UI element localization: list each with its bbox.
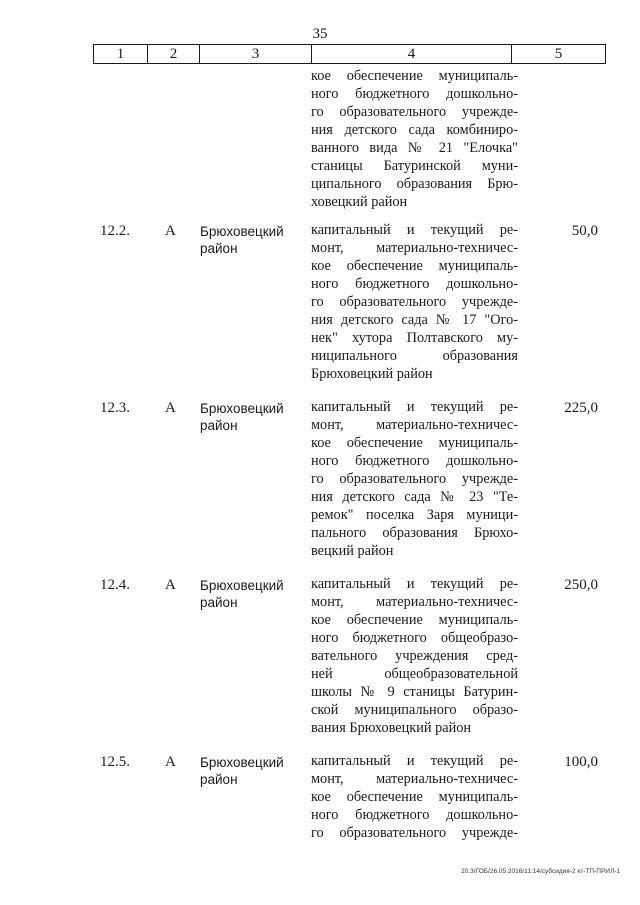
desc-line: монт, материально-техничес- <box>311 417 518 433</box>
column-header-row <box>94 45 606 64</box>
desc-line: кое обеспечение муниципаль- <box>311 68 518 84</box>
desc-line: ного бюджетного дошкольно- <box>311 453 518 469</box>
desc-line: ниципального образования <box>311 348 518 364</box>
footer-code: 20.3/ГОБ/26.05.2016/11:14/субсидия-2 кт-ТП-ПРИЛ-1 <box>461 868 620 875</box>
column-header-1: 1 <box>94 45 148 64</box>
desc-line: монт, материально-техничес- <box>311 594 518 610</box>
desc-line: ховецкий район <box>311 194 408 210</box>
row-description <box>311 398 518 560</box>
column-header-4: 4 <box>312 45 512 64</box>
row-district: Брюховецкий район <box>200 755 284 787</box>
desc-line: пального образования Брюхо- <box>311 525 518 541</box>
desc-line: школы № 9 станицы Батурин- <box>311 684 518 700</box>
desc-line: монт, материально-техничес- <box>311 240 518 256</box>
desc-line: кое обеспечение муниципаль- <box>311 789 518 805</box>
desc-line: ного бюджетного дошкольно- <box>311 807 518 823</box>
desc-line: ской муниципального образо- <box>311 702 518 718</box>
desc-line: кое обеспечение муниципаль- <box>311 612 518 628</box>
desc-line: го образовательного учрежде- <box>311 471 518 487</box>
row-category: А <box>165 754 176 770</box>
row-district: Брюховецкий район <box>200 401 284 433</box>
row-amount: 225,0 <box>564 400 598 416</box>
desc-line: капитальный и текущий ре- <box>311 222 518 238</box>
row-number: 12.4. <box>100 577 130 593</box>
row-category: А <box>165 577 176 593</box>
desc-line: ного бюджетного дошкольно- <box>311 276 518 292</box>
row-description <box>311 752 518 842</box>
row-amount: 250,0 <box>564 577 598 593</box>
desc-line: станицы Батуринской муни- <box>311 158 518 174</box>
desc-line: кое обеспечение муниципаль- <box>311 435 518 451</box>
desc-line: капитальный и текущий ре- <box>311 399 518 415</box>
page-number: 35 <box>312 26 328 42</box>
row-number: 12.2. <box>100 223 130 239</box>
column-header-table <box>93 44 606 64</box>
desc-line: го образовательного учрежде- <box>311 104 518 120</box>
row-number: 12.3. <box>100 400 130 416</box>
desc-line: монт, материально-техничес- <box>311 771 518 787</box>
row-district: Брюховецкий район <box>200 224 284 256</box>
desc-line: ванного вида № 21 "Елочка" <box>311 140 518 156</box>
row-category: А <box>165 223 176 239</box>
desc-line: ремок" поселка Заря муници- <box>311 507 518 523</box>
desc-line: капитальный и текущий ре- <box>311 753 518 769</box>
column-header-5: 5 <box>512 45 606 64</box>
row-amount: 100,0 <box>564 754 598 770</box>
desc-line: капитальный и текущий ре- <box>311 576 518 592</box>
desc-line: кое обеспечение муниципаль- <box>311 258 518 274</box>
desc-line: вания Брюховецкий район <box>311 720 472 736</box>
desc-line: вецкий район <box>311 543 394 559</box>
desc-line: го образовательного учрежде- <box>311 294 518 310</box>
desc-line: ния детского сада комбиниро- <box>311 122 518 138</box>
row-district: Брюховецкий район <box>200 578 284 610</box>
column-header-2: 2 <box>148 45 200 64</box>
desc-line: ного бюджетного дошкольно- <box>311 86 518 102</box>
column-header-3: 3 <box>200 45 312 64</box>
desc-line: ния детского сада № 23 "Те- <box>311 489 518 505</box>
row-description <box>311 221 518 383</box>
row-description <box>311 575 518 737</box>
desc-line: го образовательного учрежде- <box>311 825 518 841</box>
desc-line: ного бюджетного общеобразо- <box>311 630 518 646</box>
row-amount: 50,0 <box>571 223 598 239</box>
row-number: 12.5. <box>100 754 130 770</box>
desc-line: Брюховецкий район <box>311 366 433 382</box>
desc-line: ней общеобразовательной <box>311 666 518 682</box>
desc-line: вательного учреждения сред- <box>311 648 518 664</box>
desc-line: ния детского сада № 17 "Ого- <box>311 312 518 328</box>
continuation-description <box>311 67 518 211</box>
row-category: А <box>165 400 176 416</box>
desc-line: ципального образования Брю- <box>311 176 518 192</box>
desc-line: нек" хутора Полтавского му- <box>311 330 518 346</box>
